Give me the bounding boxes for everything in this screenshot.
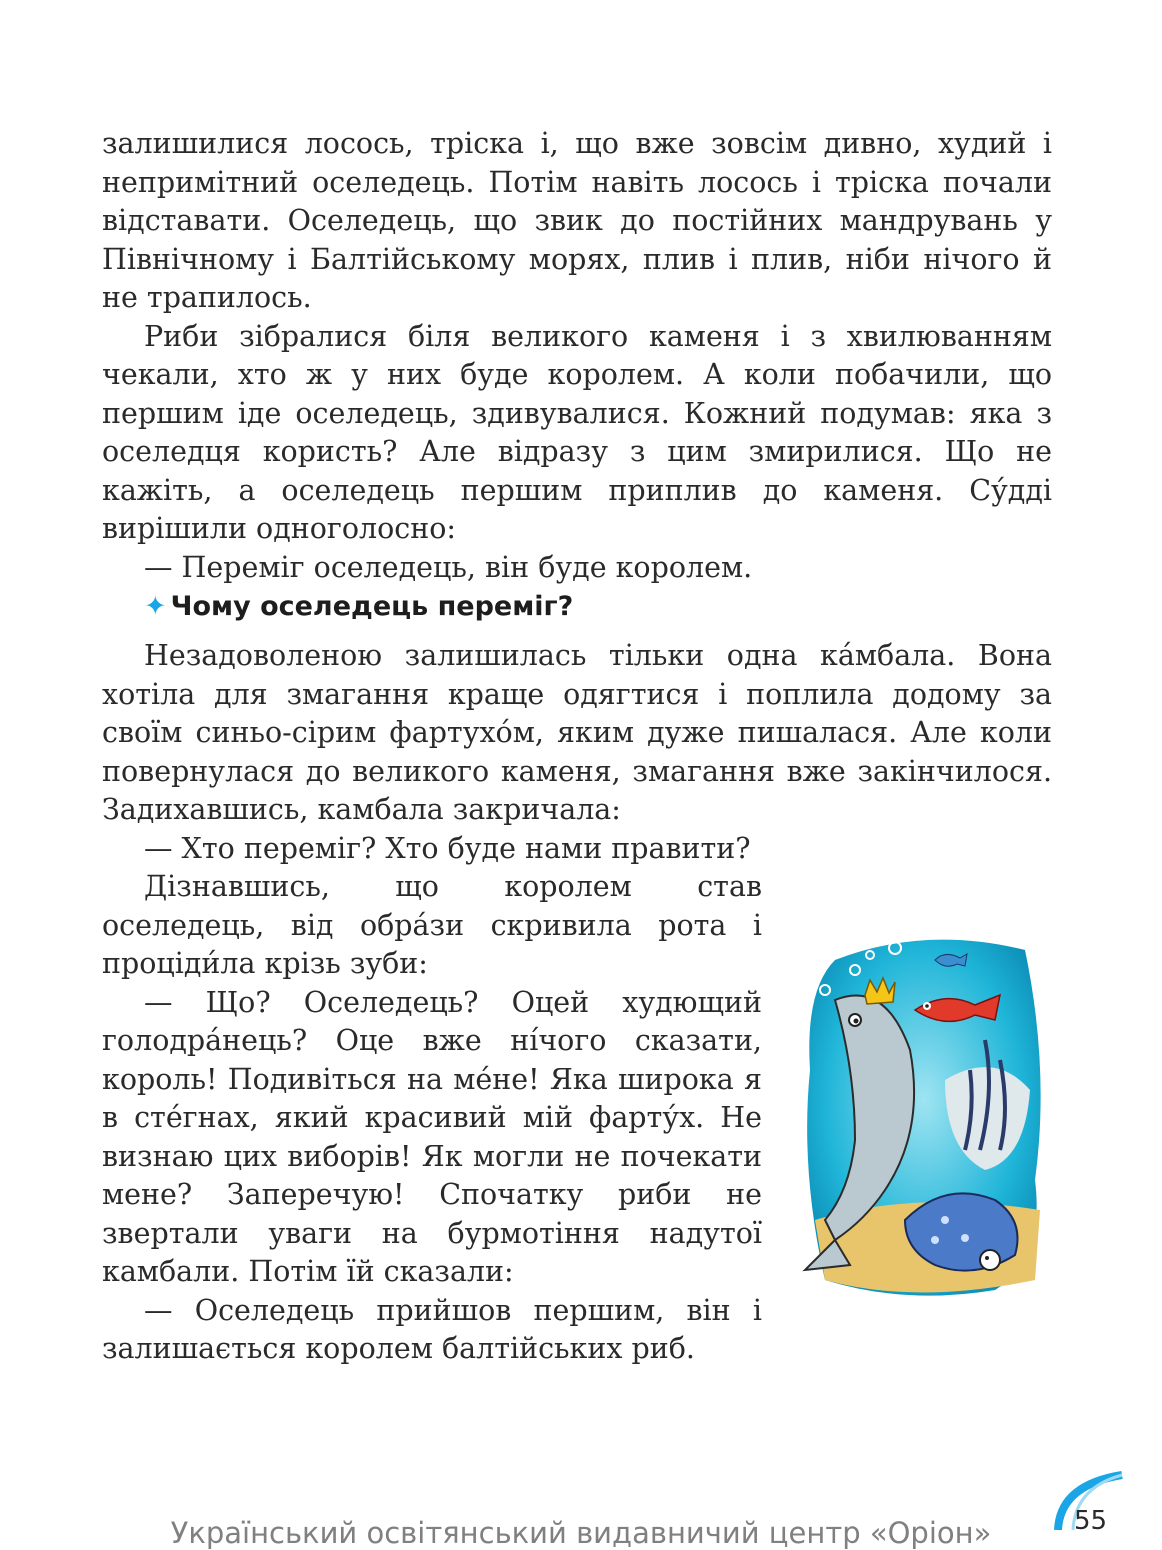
page-number: 55 — [1074, 1506, 1108, 1536]
paragraph: — Оселедець прийшов першим, він і залишається королем балтійських риб. — [102, 1293, 762, 1365]
paragraph: Дізнавшись, що королем став оселедець, від обра́зи скривила рота і проціди́ла крізь зуби: — [102, 870, 762, 980]
publisher-footer: Український освітянський видавничий центр «Оріон» — [170, 1516, 992, 1550]
text-top — [102, 125, 1052, 587]
underwater-fish-king-illustration — [795, 920, 1055, 1304]
paragraph: Риби зібралися біля великого каменя і з хвилюванням чекали, хто ж у них буде королем. А коли побачили, що першим іде оселедець, здивувалися. Кожний подумав: яка з оселедця користь? Але відразу з цим змирилися. Що не кажіть, а оселедець першим приплив до каменя. Су́дді вирішили одноголосно: — [102, 319, 1052, 545]
paragraph: — Що? Оселедець? Оцей худющий голодра́нець? Оце вже ні́чого сказати, король! Подивіться на ме́не! Яка широка я в сте́гнах, який красивий мій фарту́х. Не визнаю цих виборів! Як могли не почекати мене? Заперечую! Спочатку риби не звертали уваги на бурмотіння надутої камбали. Потім їй сказали: — [102, 985, 762, 1288]
question-text: Чому оселедець переміг? — [170, 591, 574, 622]
paragraph: — Хто переміг? Хто буде нами правити? — [144, 831, 751, 865]
paragraph: — Переміг оселедець, він буде королем. — [144, 550, 753, 584]
text-side — [102, 868, 762, 1369]
paragraph: залишилися лосось, тріска і, що вже зовсім дивно, худий і непримітний оселедець. Потім навіть лосось і тріска почали відставати. Оселедець, що звик до постійних мандрувань у Північному і Балтійському морях, плив і плив, ніби нічого й не трапилось. — [102, 127, 1052, 314]
text-middle — [102, 637, 1052, 868]
question-heading — [144, 591, 573, 622]
star-icon: ✦ — [144, 591, 167, 622]
paragraph: Незадоволеною залишилась тільки одна ка́мбала. Вона хотіла для змагання краще одягтися і поплила додому за своїм синьо-сірим фартухо́м, яким дуже пишалася. Але коли повернулася до великого каменя, змагання вже закінчилося. Задихавшись, камбала закричала: — [102, 639, 1052, 826]
